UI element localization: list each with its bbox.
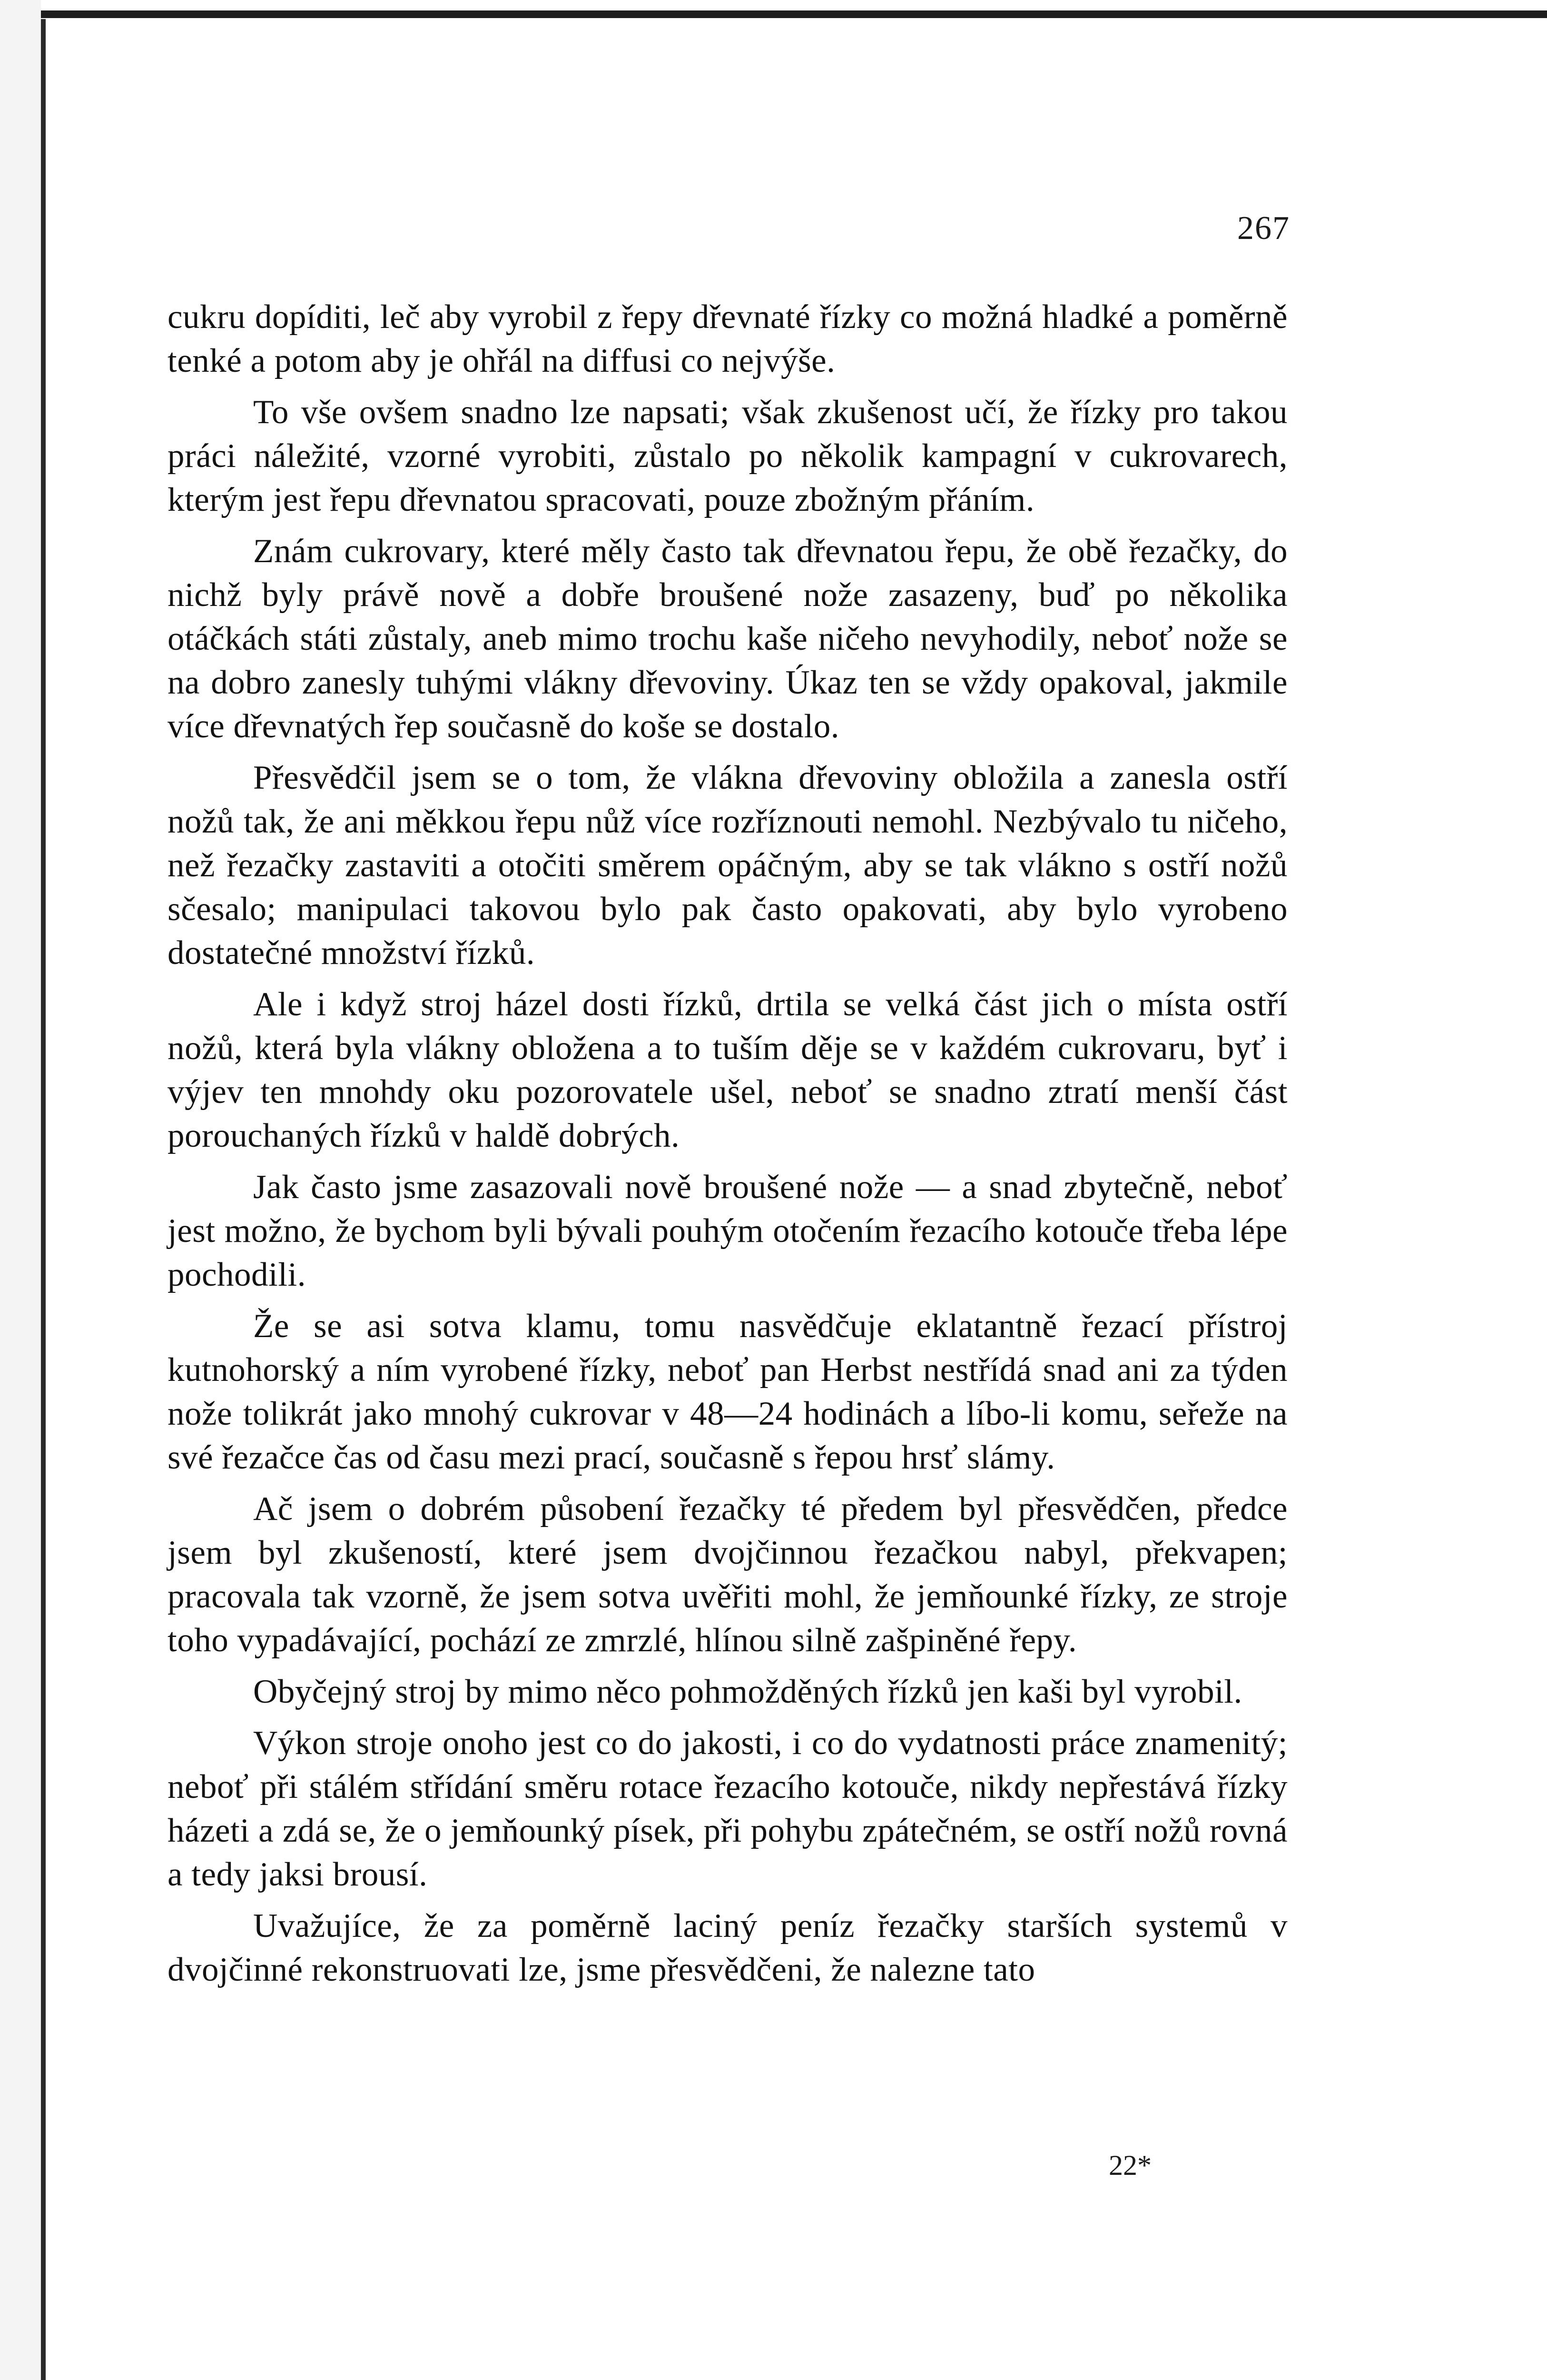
page-left-edge [41,19,46,2380]
page-spine [0,0,41,2380]
paragraph: Uvažujíce, že za poměrně laciný peníz řezačky starších systemů v dvojčinné rekonstruovati lze, jsme přesvědčeni, že nalezne tato [168,1907,1288,1988]
paragraph: Ale i když stroj házel dosti řízků, drtila se velká část jich o místa ostří nožů, která byla vlákny obložena a to tuším děje se v každém cukrovaru, byť i výjev ten mnohdy oku pozorovatele ušel, neboť se snadno ztratí menší část porouchaných řízků v haldě dobrých. [168,986,1288,1154]
paragraph: Ač jsem o dobrém působení řezačky té předem byl přesvědčen, předce jsem byl zkušeností, které jsem dvojčinnou řezačkou nabyl, překvapen; pracovala tak vzorně, že jsem sotva uvěřiti mohl, že jemňounké řízky, ze stroje toho vypadávající, pochází ze zmrzlé, hlínou silně zašpiněné řepy. [168,1490,1288,1659]
paragraph: Znám cukrovary, které měly často tak dřevnatou řepu, že obě řezačky, do nichž byly právě nově a dobře broušené nože zasazeny, buď po několika otáčkách státi zůstaly, aneb mimo trochu kaše ničeho nevyhodily, neboť nože se na dobro zanesly tuhými vlákny dřevoviny. Úkaz ten se vždy opakoval, jakmile více dřevnatých řep současně do koše se dostalo. [168,533,1288,745]
printer-signature-mark: 22* [1109,2150,1152,2181]
paragraph: cukru dopíditi, leč aby vyrobil z řepy dřevnaté řízky co možná hladké a poměrně tenké a potom aby je ohřál na diffusi co nejvýše. [168,298,1288,379]
paragraph: Obyčejný stroj by mimo něco pohmožděných řízků jen kaši byl vyrobil. [253,1673,1242,1710]
body-text [168,295,1288,1999]
paragraph: Přesvědčil jsem se o tom, že vlákna dřevoviny obložila a zanesla ostří nožů tak, že ani měkkou řepu nůž více rozříznouti nemohl. Nezbývalo tu ničeho, než řezačky zastaviti a otočiti směrem opáčným, aby se tak vlákno s ostří nožů sčesalo; manipulaci takovou bylo pak často opakovati, aby bylo vyrobeno dostatečné množství řízků. [168,759,1288,972]
paragraph: To vše ovšem snadno lze napsati; však zkušenost učí, že řízky pro takou práci náležité, vzorné vyrobiti, zůstalo po několik kampagní v cukrovarech, kterým jest řepu dřevnatou spracovati, pouze zbožným přáním. [168,394,1288,518]
paragraph: Jak často jsme zasazovali nově broušené nože — a snad zbytečně, neboť jest možno, že bychom byli bývali pouhým otočením řezacího kotouče třeba lépe pochodili. [168,1169,1288,1293]
page-top-edge [41,10,1547,18]
paragraph: Že se asi sotva klamu, tomu nasvědčuje eklatantně řezací přístroj kutnohorský a ním vyrobené řízky, neboť pan Herbst nestřídá snad ani za týden nože tolikrát jako mnohý cukrovar v 48—24 hodinách a líbo-li komu, seřeže na své řezačce čas od času mezi prací, současně s řepou hrsť slámy. [168,1308,1288,1476]
paragraph: Výkon stroje onoho jest co do jakosti, i co do vydatnosti práce znamenitý; neboť při stálém střídání směru rotace řezacího kotouče, nikdy nepřestává řízky házeti a zdá se, že o jemňounký písek, při pohybu zpátečném, se ostří nožů rovná a tedy jaksi brousí. [168,1725,1288,1893]
page-number: 267 [1237,210,1290,247]
